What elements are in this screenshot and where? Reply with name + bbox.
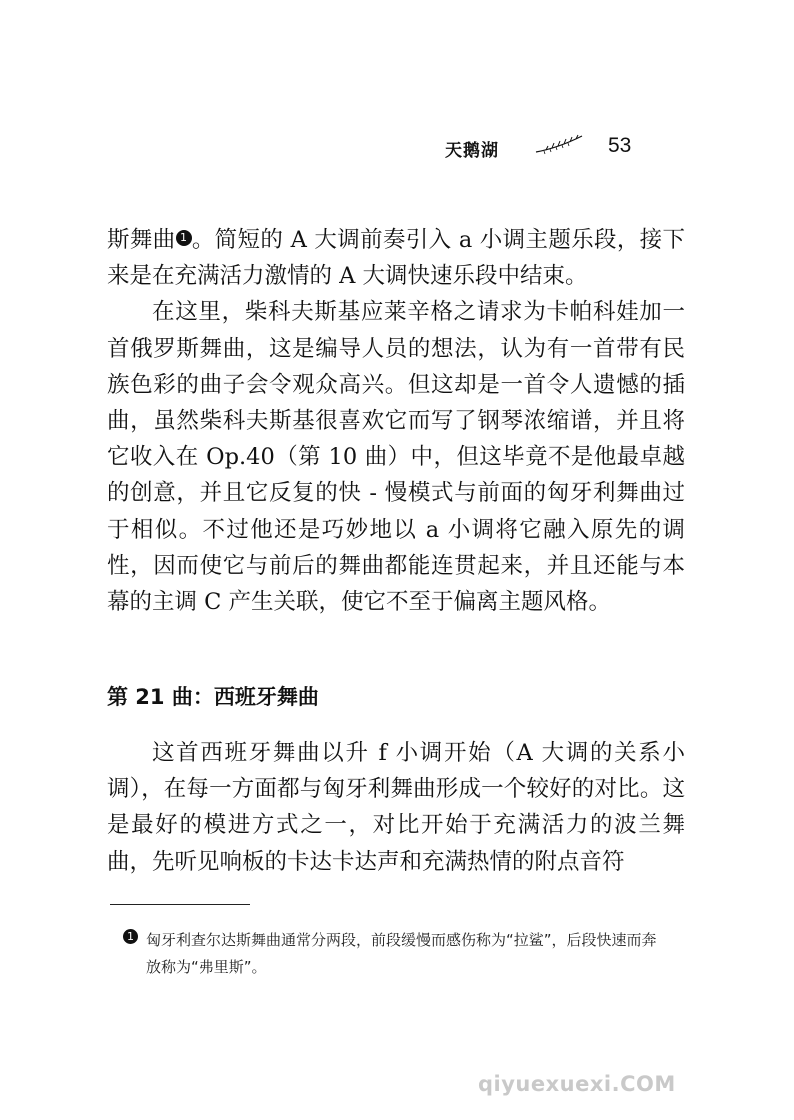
watermark: qiyuexuexi.COM: [478, 1072, 676, 1096]
footnote-divider: [110, 904, 250, 905]
main-text: [107, 222, 685, 620]
footnote-marker-icon: 1: [123, 929, 138, 944]
footnote: [127, 927, 671, 981]
paragraph-continued: [107, 222, 685, 294]
running-header: [0, 132, 794, 168]
paragraph-text-after-mark: 。简短的 A 大调前奏引入 a 小调主题乐段，接下来是在充满活力激情的 A 大调快速乐段中结束。: [107, 227, 685, 290]
paragraph-text-before-mark: 斯舞曲: [107, 227, 176, 253]
running-title: 天鹅湖: [445, 141, 499, 161]
feather-ornament-icon: [534, 132, 586, 158]
footnote-text: 匈牙利查尔达斯舞曲通常分两段，前段缓慢而感伤称为“拉鲨”，后段快速而奔放称为“弗里斯”。: [146, 931, 657, 976]
footnote-reference-icon: 1: [176, 230, 192, 246]
section-text: [107, 735, 685, 880]
paragraph: 这首西班牙舞曲以升 f 小调开始（A 大调的关系小调），在每一方面都与匈牙利舞曲形成一个较好的对比。这是最好的模进方式之一，对比开始于充满活力的波兰舞曲，先听见响板的卡达卡达声和充满热情的附点音符: [107, 740, 685, 875]
paragraph: 在这里，柴科夫斯基应莱辛格之请求为卡帕科娃加一首俄罗斯舞曲，这是编导人员的想法，认为有一首带有民族色彩的曲子会令观众高兴。但这却是一首令人遗憾的插曲，虽然柴科夫斯基很喜欢它而写了钢琴浓缩谱，并且将它收入在 Op.40（第 10 曲）中，但这毕竟不是他最卓越的创意，并且它反复的快 - 慢模式与前面的匈牙利舞曲过于相似。不过他还是巧妙地以 a 小调将它融入原先的调性，因而使它与前后的舞曲都能连贯起来，并且还能与本幕的主调 C 产生关联，使它不至于偏离主题风格。: [107, 299, 685, 616]
section-heading: 第 21 曲：西班牙舞曲: [107, 685, 319, 709]
page-number: 53: [608, 134, 632, 157]
